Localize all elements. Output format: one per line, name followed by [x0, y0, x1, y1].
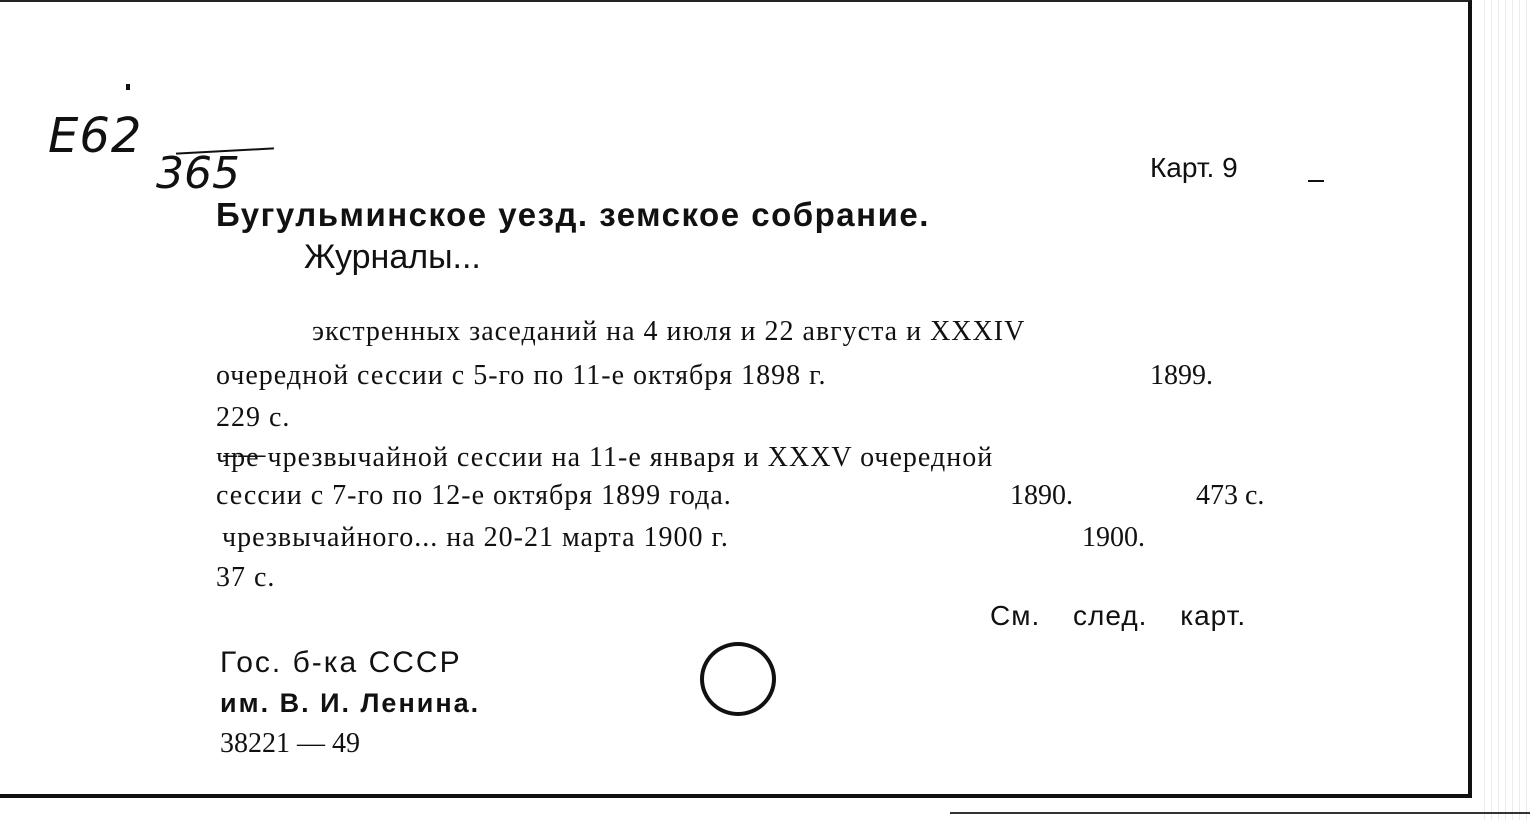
- entry-2-pages: 473 с.: [1196, 480, 1265, 511]
- card-subtitle: Журналы...: [304, 238, 481, 276]
- card-number-dash: [1308, 180, 1324, 182]
- entry-2-line-1: ч̶р̶е̶ чрезвычайной сессии на 11-е января и XXXV очередной: [216, 442, 994, 473]
- card-title: Бугульминское уезд. земское собрание.: [216, 196, 930, 233]
- library-line-2: им. В. И. Ленина.: [220, 688, 481, 718]
- entry-2-year: 1890.: [1010, 480, 1073, 511]
- see-next-card: См. след. карт.: [990, 600, 1247, 631]
- entry-3-line-1: чрезвычайного... на 20-21 марта 1900 г.: [222, 522, 729, 553]
- card-number: Карт. 9: [1150, 152, 1238, 183]
- handwritten-shelfmark-bottom: 365: [156, 148, 240, 199]
- ink-dot: [126, 84, 130, 90]
- entry-3-year: 1900.: [1082, 522, 1145, 553]
- punch-hole: [700, 642, 776, 716]
- handwritten-shelfmark-top: E62: [48, 108, 143, 164]
- entry-3-pages: 37 с.: [216, 562, 276, 593]
- library-line-3: 38221 — 49: [220, 728, 360, 759]
- entry-1-line-1: экстренных заседаний на 4 июля и 22 августа и XXXIV: [312, 316, 1026, 347]
- scan-edge-strip: [1478, 0, 1530, 820]
- entry-1-line-2: очередной сессии с 5-го по 11-е октября 1898 г.: [216, 360, 827, 391]
- library-line-1: Гос. б-ка СССР: [220, 646, 462, 679]
- entry-2-line-2: сессии с 7-го по 12-е октября 1899 года.: [216, 480, 732, 511]
- scan-bottom-line: [950, 812, 1530, 814]
- entry-1-pages: 229 с.: [216, 402, 291, 433]
- entry-1-year: 1899.: [1150, 360, 1213, 391]
